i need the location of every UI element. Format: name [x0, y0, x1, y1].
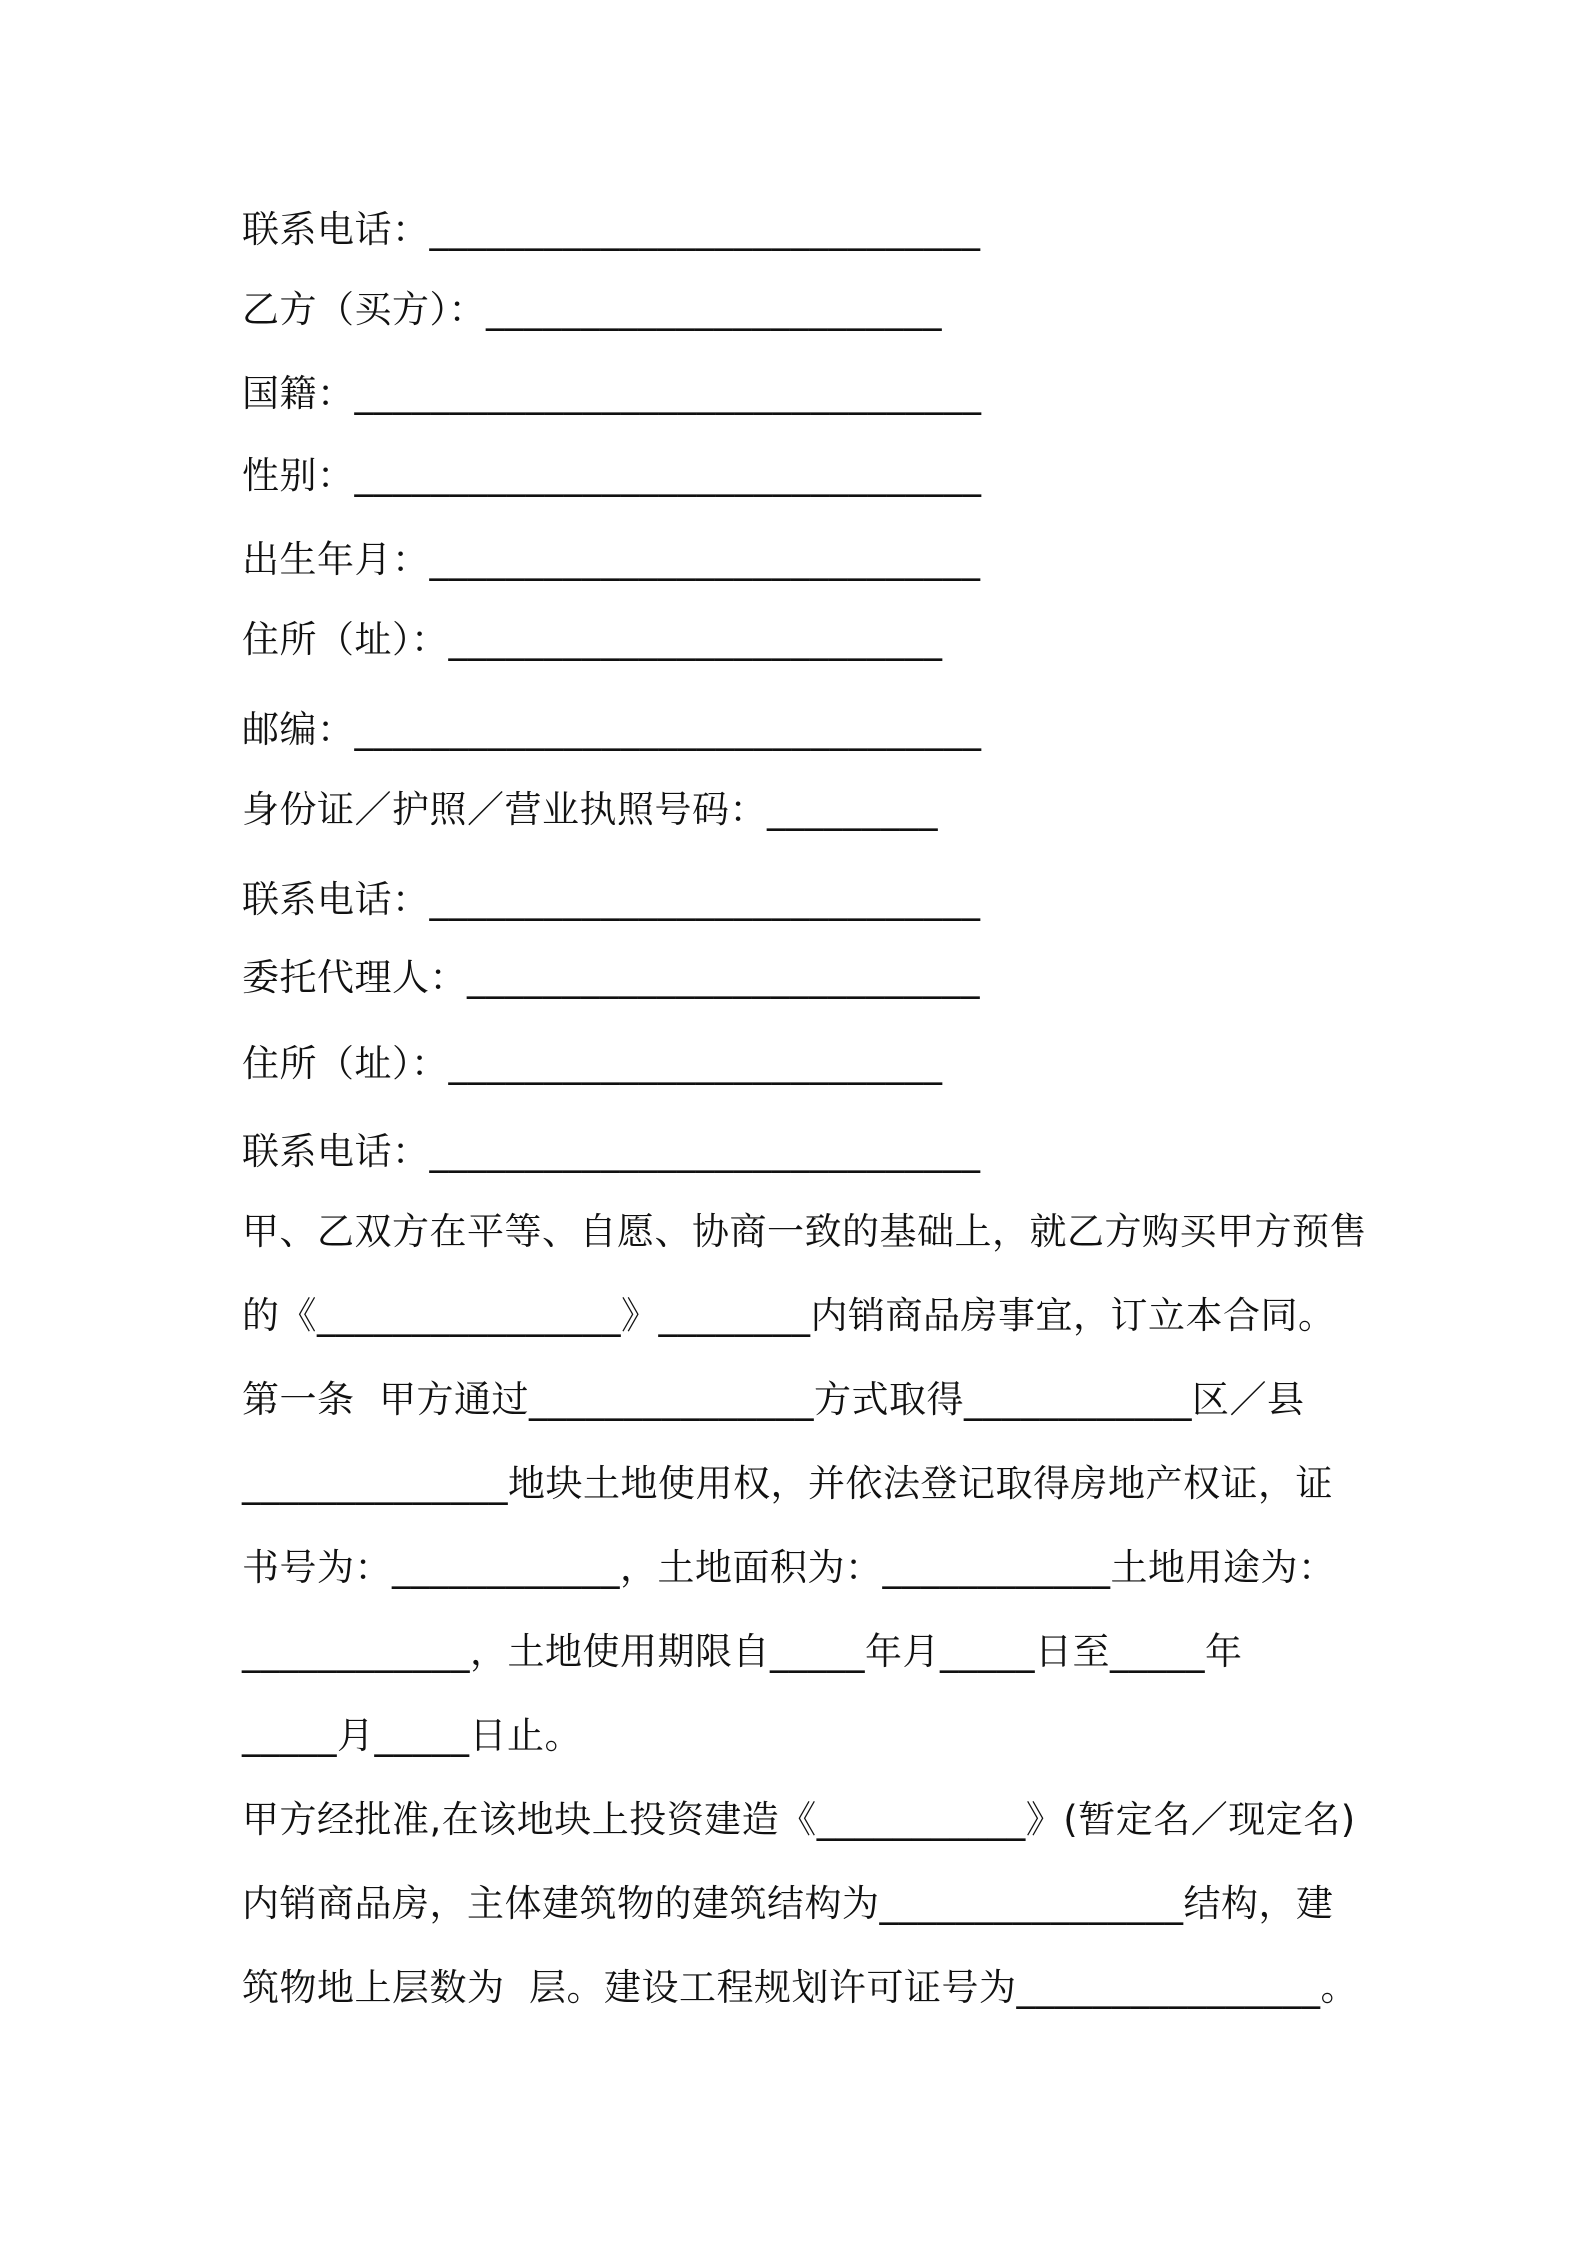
- body-line-2: 的《________________》________内销商品房事宜，订立本合同。: [242, 1294, 1336, 1337]
- field-gender: 性别：_________________________________: [242, 454, 982, 497]
- article-1-line-5: _____月_____日止。: [242, 1714, 582, 1757]
- field-postcode: 邮编：_________________________________: [242, 708, 982, 751]
- body-line-1: 甲、乙双方在平等、自愿、协商一致的基础上，就乙方购买甲方预售: [242, 1210, 1367, 1253]
- field-id-number: 身份证／护照／营业执照号码：_________: [242, 788, 938, 831]
- field-birth-date: 出生年月：_____________________________: [242, 538, 981, 581]
- field-contact-phone-1: 联系电话：_____________________________: [242, 208, 981, 251]
- field-contact-phone-2: 联系电话：_____________________________: [242, 878, 981, 921]
- field-party-b-buyer: 乙方（买方）：________________________: [242, 288, 942, 331]
- field-address-1: 住所（址）：__________________________: [242, 618, 943, 661]
- article-1-line-4: ____________，土地使用期限自_____年月_____日至_____年: [242, 1630, 1243, 1673]
- article-1-line-2: ______________地块土地使用权，并依法登记取得房地产权证，证: [242, 1462, 1333, 1505]
- body-line-9: 内销商品房，主体建筑物的建筑结构为________________结构，建: [242, 1882, 1334, 1925]
- field-address-2: 住所（址）：__________________________: [242, 1042, 943, 1085]
- field-contact-phone-3: 联系电话：_____________________________: [242, 1130, 981, 1173]
- field-agent: 委托代理人：___________________________: [242, 956, 980, 999]
- article-1-line-3: 书号为：____________，土地面积为：____________土地用途为：: [242, 1546, 1336, 1589]
- body-line-8: 甲方经批准,在该地块上投资建造《___________》(暂定名／现定名): [242, 1798, 1356, 1841]
- article-1-line-1: 第一条 甲方通过_______________方式取得____________区／县: [242, 1378, 1305, 1421]
- field-nationality: 国籍：_________________________________: [242, 372, 982, 415]
- body-line-10: 筑物地上层数为 层。建设工程规划许可证号为________________。: [242, 1966, 1359, 2009]
